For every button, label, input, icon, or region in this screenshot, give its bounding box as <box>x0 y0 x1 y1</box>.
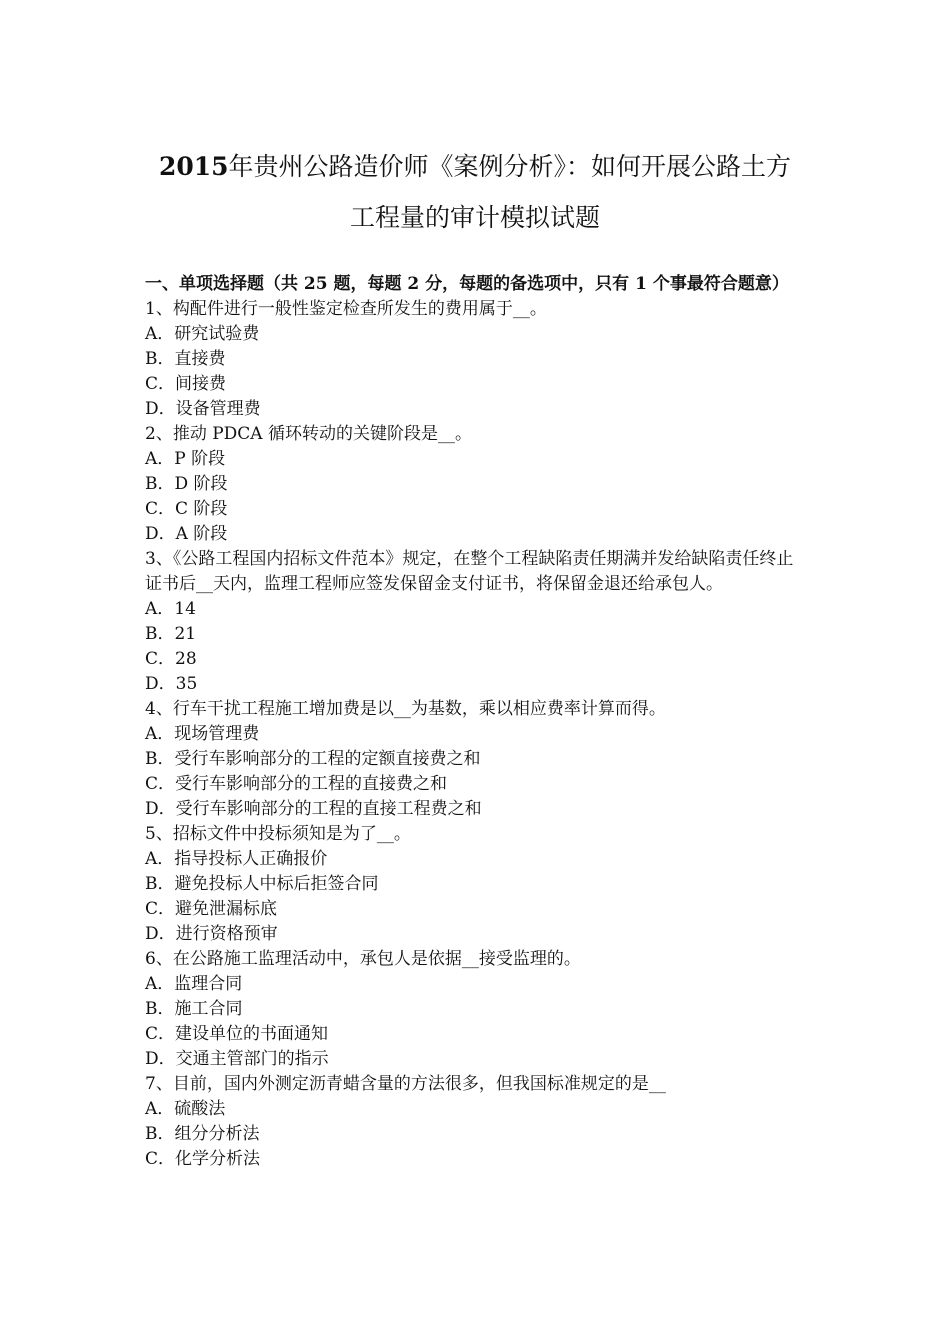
question-text: 2、推动 PDCA 循环转动的关键阶段是__。 <box>145 424 472 444</box>
option-a: A．P 阶段 <box>145 449 226 469</box>
option-c: C．间接费 <box>145 374 227 394</box>
option-c: C．28 <box>145 649 197 669</box>
option-b: B．D 阶段 <box>145 474 228 494</box>
document-title-line-1 <box>110 152 840 182</box>
option-a: A．指导投标人正确报价 <box>145 849 328 869</box>
option-d: D．交通主管部门的指示 <box>145 1049 329 1069</box>
option-d: D．设备管理费 <box>145 399 261 419</box>
question-2 <box>145 422 810 547</box>
question-text: 4、行车干扰工程施工增加费是以__为基数，乘以相应费率计算而得。 <box>145 699 666 719</box>
option-a: A．14 <box>145 599 196 619</box>
title-text: 年贵州公路造价师《案例分析》：如何开展公路土方 <box>228 152 792 181</box>
option-c: C．避免泄漏标底 <box>145 899 278 919</box>
option-d: D．A 阶段 <box>145 524 228 544</box>
question-1 <box>145 297 810 422</box>
option-a: A．硫酸法 <box>145 1099 226 1119</box>
question-7 <box>145 1072 810 1172</box>
option-d: D．进行资格预审 <box>145 924 278 944</box>
option-c: C．受行车影响部分的工程的直接费之和 <box>145 774 448 794</box>
option-d: D．35 <box>145 674 198 694</box>
question-text: 3、《公路工程国内招标文件范本》规定，在整个工程缺陷责任期满并发给缺陷责任终止证书后__天内，监理工程师应签发保留金支付证书，将保留金退还给承包人。 <box>145 549 794 594</box>
section-heading: 一、单项选择题（共 25 题，每题 2 分，每题的备选项中，只有 1 个事最符合题意） <box>145 274 789 294</box>
question-6 <box>145 947 810 1072</box>
question-text: 6、在公路施工监理活动中，承包人是依据__接受监理的。 <box>145 949 581 969</box>
title-year: 2015 <box>158 152 229 181</box>
option-a: A．现场管理费 <box>145 724 260 744</box>
option-c: C．化学分析法 <box>145 1149 261 1169</box>
option-b: B．21 <box>145 624 197 644</box>
option-b: B．受行车影响部分的工程的定额直接费之和 <box>145 749 481 769</box>
question-4 <box>145 697 810 822</box>
option-a: A．研究试验费 <box>145 324 260 344</box>
question-text: 7、目前，国内外测定沥青蜡含量的方法很多，但我国标准规定的是__ <box>145 1074 666 1094</box>
option-b: B．避免投标人中标后拒签合同 <box>145 874 379 894</box>
question-5 <box>145 822 810 947</box>
question-text: 5、招标文件中投标须知是为了__。 <box>145 824 411 844</box>
option-b: B．直接费 <box>145 349 226 369</box>
option-d: D．受行车影响部分的工程的直接工程费之和 <box>145 799 482 819</box>
document-title-line-2: 工程量的审计模拟试题 <box>349 203 600 232</box>
option-b: B．施工合同 <box>145 999 243 1019</box>
option-c: C．建设单位的书面通知 <box>145 1024 329 1044</box>
option-b: B．组分分析法 <box>145 1124 260 1144</box>
document-body <box>145 272 810 1172</box>
question-text: 1、构配件进行一般性鉴定检查所发生的费用属于__。 <box>145 299 547 319</box>
option-a: A．监理合同 <box>145 974 243 994</box>
question-3 <box>145 547 810 697</box>
option-c: C．C 阶段 <box>145 499 228 519</box>
